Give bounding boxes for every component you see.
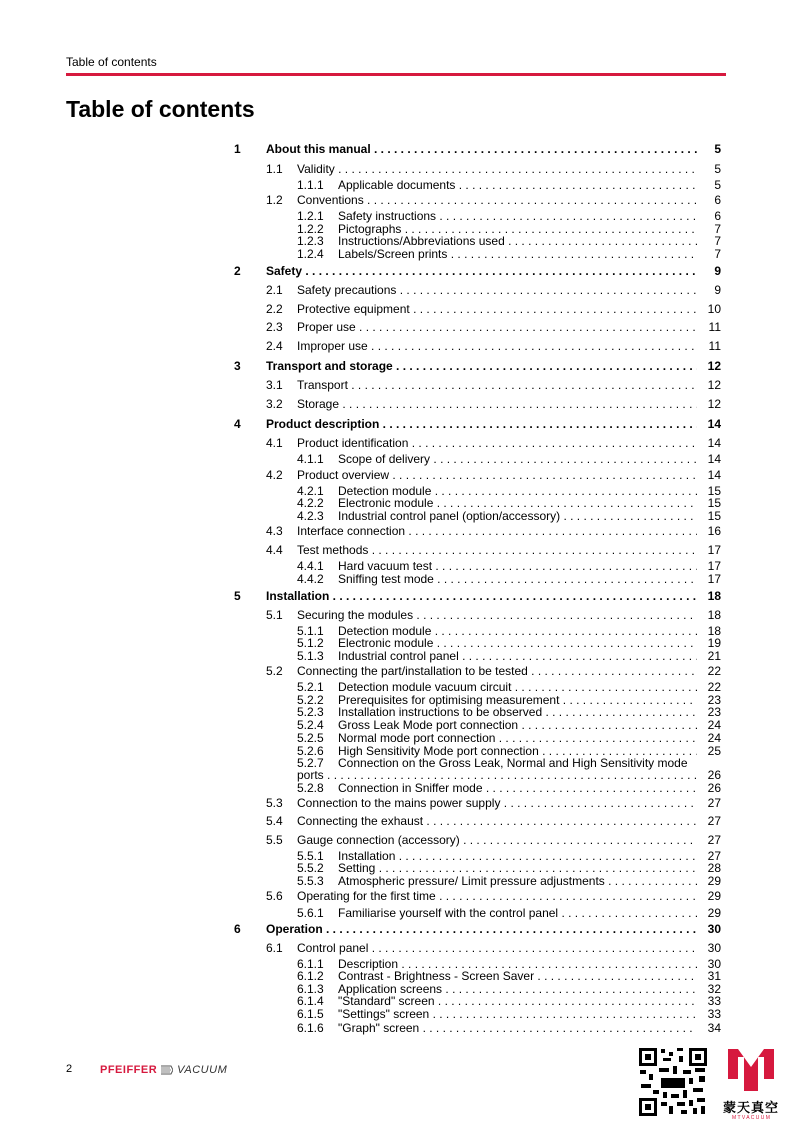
toc-entry-number: 1.2.2 [297, 222, 324, 236]
toc-entry-number: 6.1.4 [297, 994, 324, 1008]
toc-entry-page: 26 [707, 768, 721, 782]
toc-entry-number: 1.2.1 [297, 209, 324, 223]
toc-entry-page: 10 [707, 302, 721, 316]
toc-entry-page: 29 [707, 874, 721, 888]
toc-entry-page: 6 [714, 209, 721, 223]
toc-entry-title: Pictographs . . . [338, 223, 697, 236]
toc-entry-number: 5.2.3 [297, 705, 324, 719]
toc-entry-title: Proper use . . . [297, 321, 697, 334]
toc-entry-title: Product overview . . . [297, 469, 697, 482]
toc-entry-page: 15 [707, 484, 721, 498]
toc-entry-title: Contrast - Brightness - Screen Saver . . . [338, 970, 697, 983]
toc-entry-number: 6.1 [266, 941, 283, 955]
toc-entry-number: 3 [234, 359, 241, 373]
toc-entry[interactable] [234, 510, 721, 523]
toc-entry-number: 5.2.8 [297, 781, 324, 795]
toc-entry-page: 23 [707, 693, 721, 707]
toc-entry-title-continued: ports . . . [297, 769, 697, 782]
toc-entry-number: 1 [234, 142, 241, 156]
toc-entry-page: 27 [707, 814, 721, 828]
toc-entry-title: Industrial control panel (option/accessory) . . . [338, 510, 697, 523]
toc-entry-number: 4.4 [266, 543, 283, 557]
toc-entry-title: Operating for the first time . . . [297, 890, 697, 903]
toc-entry-page: 15 [707, 509, 721, 523]
toc-entry-title: Improper use . . . [297, 340, 697, 353]
toc-entry-title: Connection in Sniffer mode . . . [338, 782, 697, 795]
mt-logo-chinese: 蒙天真空 [722, 1100, 779, 1115]
toc-entry[interactable] [234, 437, 721, 450]
toc-entry-number: 5.1 [266, 608, 283, 622]
toc-entry[interactable] [234, 360, 721, 373]
toc-entry-number: 6 [234, 922, 241, 936]
toc-entry-title: Control panel . . . [297, 942, 697, 955]
toc-entry-title: "Graph" screen . . . [338, 1022, 697, 1035]
toc-entry-title: Sniffing test mode . . . [338, 573, 697, 586]
toc-entry-title: Installation instructions to be observed . . . [338, 706, 697, 719]
toc-entry-page: 33 [707, 1007, 721, 1021]
toc-entry-title: Electronic module . . . [338, 497, 697, 510]
toc-entry-title: Storage . . . [297, 398, 697, 411]
toc-entry[interactable] [234, 321, 721, 334]
toc-entry-page: 26 [707, 781, 721, 795]
toc-entry-page: 33 [707, 994, 721, 1008]
toc-entry-number: 5.5 [266, 833, 283, 847]
toc-entry-title: Connection on the Gross Leak, Normal and High Sensitivity mode [338, 757, 688, 770]
toc-entry-title: High Sensitivity Mode port connection . . . [338, 745, 697, 758]
toc-entry[interactable] [234, 782, 721, 795]
toc-entry[interactable] [234, 194, 721, 207]
toc-entry-number: 4.4.2 [297, 572, 324, 586]
toc-entry[interactable] [234, 923, 721, 936]
toc-entry-title: Detection module vacuum circuit . . . [338, 681, 697, 694]
qr-code-icon [637, 1046, 709, 1118]
toc-entry-page: 22 [707, 680, 721, 694]
toc-entry-page: 29 [707, 889, 721, 903]
toc-entry-number: 6.1.2 [297, 969, 324, 983]
toc-entry-number: 5.2.4 [297, 718, 324, 732]
toc-entry-page: 12 [707, 397, 721, 411]
mt-vacuum-logo [714, 1045, 788, 1119]
toc-entry-page: 27 [707, 796, 721, 810]
toc-entry-title: Transport . . . [297, 379, 697, 392]
toc-entry-title: Scope of delivery . . . [338, 453, 697, 466]
toc-entry-number: 5.2.6 [297, 744, 324, 758]
toc-entry-page: 9 [714, 264, 721, 278]
toc-entry-title: Gross Leak Mode port connection . . . [338, 719, 697, 732]
toc-entry-title: Product description . . . [266, 418, 697, 431]
toc-entry[interactable] [234, 453, 721, 466]
toc-entry[interactable] [234, 590, 721, 603]
toc-entry-title: Interface connection . . . [297, 525, 697, 538]
toc-entry-page: 27 [707, 849, 721, 863]
toc-entry-number: 5 [234, 589, 241, 603]
logo-brand-right: VACUUM [177, 1064, 228, 1076]
toc-entry-number: 4.1.1 [297, 452, 324, 466]
toc-entry-page: 14 [707, 468, 721, 482]
toc-entry-page: 7 [714, 234, 721, 248]
toc-entry[interactable] [234, 1022, 721, 1035]
toc-entry-number: 4.2 [266, 468, 283, 482]
toc-entry-title: Normal mode port connection . . . [338, 732, 697, 745]
toc-entry[interactable] [234, 248, 721, 261]
toc-entry-title: Validity . . . [297, 163, 697, 176]
toc-entry-page: 18 [707, 589, 721, 603]
toc-entry-number: 5.2.5 [297, 731, 324, 745]
toc-entry[interactable] [234, 469, 721, 482]
toc-entry-title: Securing the modules . . . [297, 609, 697, 622]
toc-entry-title: Detection module . . . [338, 625, 697, 638]
toc-entry-number: 2.1 [266, 283, 283, 297]
toc-entry-number: 1.1 [266, 162, 283, 176]
toc-entry-page: 14 [707, 452, 721, 466]
header-rule [66, 73, 726, 76]
toc-entry-title: Detection module . . . [338, 485, 697, 498]
toc-entry-number: 3.1 [266, 378, 283, 392]
mt-logo-mark-icon [714, 1045, 788, 1095]
toc-entry-title: Connection to the mains power supply . . . [297, 797, 697, 810]
toc-entry-number: 4.1 [266, 436, 283, 450]
toc-entry[interactable] [234, 544, 721, 557]
toc-entry-number: 5.2.7 [297, 756, 324, 770]
toc-entry-number: 2.4 [266, 339, 283, 353]
toc-entry-page: 18 [707, 624, 721, 638]
toc-entry-title: "Standard" screen . . . [338, 995, 697, 1008]
toc-entry-title: About this manual . . . [266, 143, 697, 156]
toc-entry-number: 2.2 [266, 302, 283, 316]
toc-entry-number: 5.6 [266, 889, 283, 903]
toc-entry[interactable] [234, 163, 721, 176]
toc-entry[interactable] [234, 525, 721, 538]
toc-entry-page: 7 [714, 247, 721, 261]
toc-entry-page: 29 [707, 906, 721, 920]
toc-entry-page: 28 [707, 861, 721, 875]
toc-entry-number: 5.1.3 [297, 649, 324, 663]
toc-entry-title: Protective equipment . . . [297, 303, 697, 316]
toc-entry-page: 14 [707, 417, 721, 431]
toc-entry-page: 21 [707, 649, 721, 663]
toc-entry-number: 4.2.2 [297, 496, 324, 510]
toc-entry-title: Electronic module . . . [338, 637, 697, 650]
page-title: Table of contents [66, 96, 255, 122]
toc-entry-title: Industrial control panel . . . [338, 650, 697, 663]
toc-entry-title: Safety instructions . . . [338, 210, 697, 223]
logo-brand-left: PFEIFFER [100, 1064, 158, 1076]
toc-entry-title: Product identification . . . [297, 437, 697, 450]
toc-entry-page: 17 [707, 559, 721, 573]
toc-entry[interactable] [234, 650, 721, 663]
page-number: 2 [66, 1063, 73, 1075]
toc-entry-title: Labels/Screen prints . . . [338, 248, 697, 261]
toc-entry-number: 5.1.2 [297, 636, 324, 650]
toc-entry[interactable] [234, 815, 721, 828]
toc-entry-title: "Settings" screen . . . [338, 1008, 697, 1021]
toc-entry[interactable] [234, 834, 721, 847]
toc-entry-page: 24 [707, 731, 721, 745]
pfeiffer-vacuum-logo [100, 1061, 227, 1079]
toc-entry-number: 4 [234, 417, 241, 431]
toc-entry-number: 5.1.1 [297, 624, 324, 638]
toc-entry-number: 6.1.5 [297, 1007, 324, 1021]
toc-entry-title: Atmospheric pressure/ Limit pressure adjustments . . . [338, 875, 697, 888]
toc-entry-number: 5.2 [266, 664, 283, 678]
toc-entry-number: 4.2.1 [297, 484, 324, 498]
toc-entry[interactable] [234, 340, 721, 353]
toc-entry-page: 31 [707, 969, 721, 983]
toc-entry-page: 32 [707, 982, 721, 996]
toc-entry-number: 2.3 [266, 320, 283, 334]
toc-entry-number: 5.5.3 [297, 874, 324, 888]
toc-entry-number: 6.1.3 [297, 982, 324, 996]
toc-entry-title: Connecting the part/installation to be tested . . . [297, 665, 697, 678]
toc-entry-page: 9 [714, 283, 721, 297]
toc-entry-page: 15 [707, 496, 721, 510]
toc-entry-number: 5.3 [266, 796, 283, 810]
running-header: Table of contents [66, 55, 157, 69]
toc-entry[interactable] [234, 265, 721, 278]
toc-entry-number: 2 [234, 264, 241, 278]
toc-entry-title: Setting . . . [338, 862, 697, 875]
toc-entry[interactable] [234, 875, 721, 888]
logo-arrow-icon [161, 1064, 173, 1076]
toc-entry-title: Installation . . . [266, 590, 697, 603]
toc-entry-number: 6.1.1 [297, 957, 324, 971]
toc-entry-number: 1.2.3 [297, 234, 324, 248]
toc-entry[interactable] [234, 797, 721, 810]
toc-entry-title: Instructions/Abbreviations used . . . [338, 235, 697, 248]
toc-entry[interactable] [234, 609, 721, 622]
toc-entry-page: 6 [714, 193, 721, 207]
toc-entry[interactable] [234, 573, 721, 586]
toc-entry[interactable] [234, 179, 721, 192]
toc-entry[interactable] [234, 890, 721, 903]
toc-entry-page: 18 [707, 608, 721, 622]
toc-entry-number: 3.2 [266, 397, 283, 411]
toc-entry-page: 17 [707, 543, 721, 557]
toc-entry-title: Applicable documents . . . [338, 179, 697, 192]
toc-entry-page: 22 [707, 664, 721, 678]
toc-entry-title: Transport and storage . . . [266, 360, 697, 373]
toc-entry-page: 14 [707, 436, 721, 450]
toc-entry-page: 11 [708, 339, 721, 353]
toc-entry-page: 7 [714, 222, 721, 236]
toc-entry-title: Conventions . . . [297, 194, 697, 207]
toc-entry-page: 25 [707, 744, 721, 758]
toc-entry-number: 4.2.3 [297, 509, 324, 523]
toc-entry-title: Gauge connection (accessory) . . . [297, 834, 697, 847]
toc-entry[interactable] [234, 665, 721, 678]
toc-entry-number: 5.4 [266, 814, 283, 828]
toc-entry-page: 5 [714, 162, 721, 176]
toc-entry-title: Operation . . . [266, 923, 697, 936]
toc-entry-page: 30 [707, 941, 721, 955]
toc-entry-page: 27 [707, 833, 721, 847]
toc-entry-title: Description . . . [338, 958, 697, 971]
toc-entry[interactable] [234, 907, 721, 920]
toc-entry[interactable] [234, 284, 721, 297]
toc-entry-title: Hard vacuum test . . . [338, 560, 697, 573]
toc-entry-number: 1.2 [266, 193, 283, 207]
toc-entry-page: 30 [707, 922, 721, 936]
toc-entry-number: 5.6.1 [297, 906, 324, 920]
toc-entry-page: 30 [707, 957, 721, 971]
toc-entry-page: 12 [707, 359, 721, 373]
toc-entry-page: 16 [707, 524, 721, 538]
toc-entry-number: 6.1.6 [297, 1021, 324, 1035]
toc-entry-page: 24 [707, 718, 721, 732]
toc-entry-title: Familiarise yourself with the control panel . . . [338, 907, 697, 920]
toc-entry[interactable] [234, 418, 721, 431]
toc-entry-page: 12 [707, 378, 721, 392]
toc-entry[interactable] [234, 942, 721, 955]
toc-entry-page: 5 [714, 178, 721, 192]
toc-entry-number: 5.5.1 [297, 849, 324, 863]
toc-entry[interactable] [234, 398, 721, 411]
toc-entry-title: Application screens . . . [338, 983, 697, 996]
toc-entry-title: Safety precautions . . . [297, 284, 697, 297]
toc-entry-page: 34 [707, 1021, 721, 1035]
toc-entry-page: 23 [707, 705, 721, 719]
toc-entry-title: Prerequisites for optimising measurement . . . [338, 694, 697, 707]
toc-entry[interactable] [234, 379, 721, 392]
toc-entry-number: 1.2.4 [297, 247, 324, 261]
toc-entry-title: Connecting the exhaust . . . [297, 815, 697, 828]
toc-entry-title: Test methods . . . [297, 544, 697, 557]
toc-entry[interactable] [234, 1008, 721, 1021]
toc-entry-page: 19 [707, 636, 721, 650]
toc-entry-page: 5 [714, 142, 721, 156]
toc-entry-title: Installation . . . [338, 850, 697, 863]
toc-entry-number: 1.1.1 [297, 178, 324, 192]
toc-entry-number: 4.3 [266, 524, 283, 538]
toc-entry-page: 11 [708, 320, 721, 334]
toc-entry-title: Safety . . . [266, 265, 697, 278]
toc-entry-number: 5.2.1 [297, 680, 324, 694]
toc-entry-number: 5.2.2 [297, 693, 324, 707]
toc-entry[interactable] [234, 143, 721, 156]
toc-entry[interactable] [234, 303, 721, 316]
toc-entry-number: 4.4.1 [297, 559, 324, 573]
toc-entry-number: 5.5.2 [297, 861, 324, 875]
toc-entry-page: 17 [707, 572, 721, 586]
mt-logo-english: M T V A C U U M [732, 1115, 770, 1121]
